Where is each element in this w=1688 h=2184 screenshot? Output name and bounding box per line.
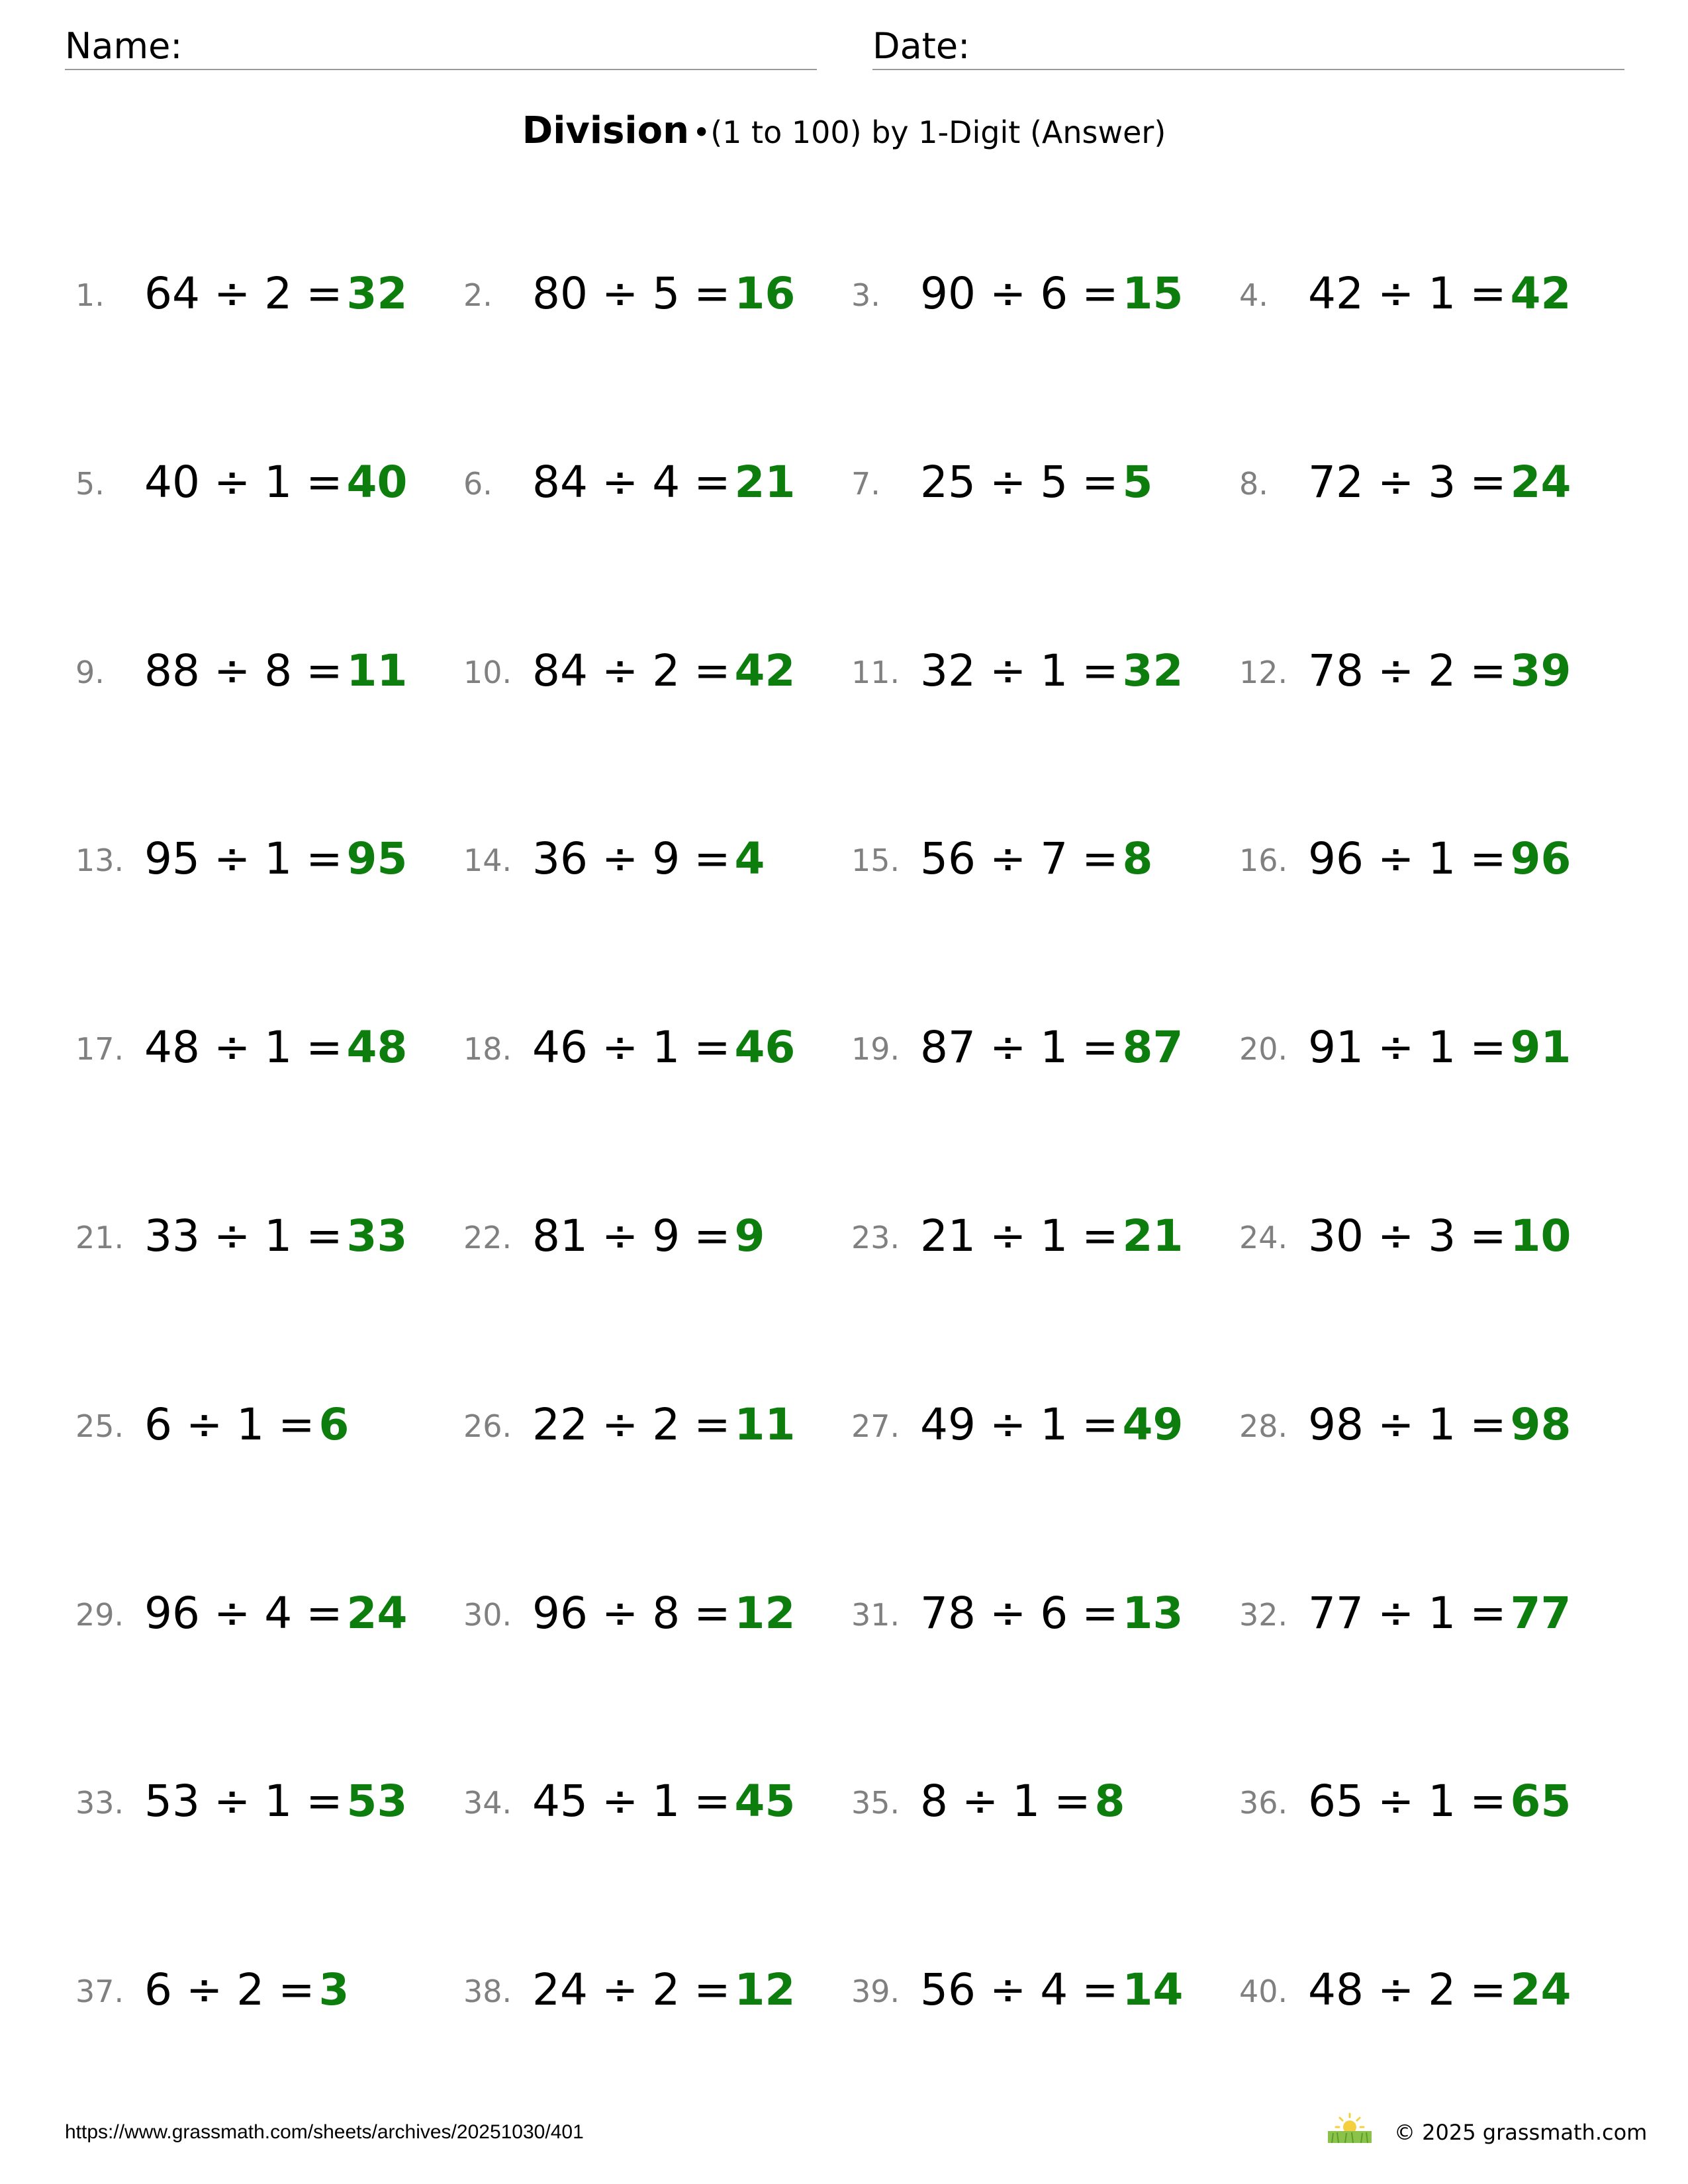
problem-answer: 87 xyxy=(1122,1022,1184,1073)
problem-equation xyxy=(920,458,1152,507)
problem-expression: 88 ÷ 8 = xyxy=(144,645,343,696)
problem-answer: 49 xyxy=(1122,1399,1184,1450)
problem-expression: 81 ÷ 9 = xyxy=(532,1210,731,1261)
problem-answer: 91 xyxy=(1510,1022,1571,1073)
problem-answer: 33 xyxy=(346,1210,408,1261)
problem-answer: 3 xyxy=(318,1964,350,2015)
title-main: Division xyxy=(522,109,689,152)
problem-item xyxy=(463,451,808,511)
problem-equation xyxy=(1308,1400,1571,1449)
problem-answer: 14 xyxy=(1122,1964,1184,2015)
problem-number: 23. xyxy=(851,1220,900,1255)
problem-equation xyxy=(144,1777,407,1826)
problem-expression: 46 ÷ 1 = xyxy=(532,1022,731,1073)
problem-item xyxy=(1239,1017,1583,1076)
problem-item xyxy=(851,640,1196,700)
problem-number: 17. xyxy=(75,1031,124,1067)
problem-equation xyxy=(532,647,795,696)
name-label: Name: xyxy=(65,25,183,67)
problem-expression: 96 ÷ 8 = xyxy=(532,1588,731,1639)
problem-equation xyxy=(1308,1023,1571,1072)
footer-url: https://www.grassmath.com/sheets/archives/20251030/401 xyxy=(65,2121,584,2143)
problem-item xyxy=(1239,1770,1583,1830)
problem-expression: 45 ÷ 1 = xyxy=(532,1776,731,1827)
grass-sun-logo-icon xyxy=(1327,2111,1373,2144)
problem-expression: 6 ÷ 1 = xyxy=(144,1399,315,1450)
problem-equation xyxy=(920,1589,1183,1638)
problem-equation xyxy=(532,1966,795,2015)
problem-expression: 84 ÷ 2 = xyxy=(532,645,731,696)
problem-item xyxy=(851,1582,1196,1642)
problem-item xyxy=(1239,828,1583,887)
problem-answer: 10 xyxy=(1510,1210,1571,1261)
problem-number: 9. xyxy=(75,655,105,690)
problem-number: 21. xyxy=(75,1220,124,1255)
problem-equation xyxy=(920,1966,1183,2015)
problem-equation xyxy=(920,1400,1183,1449)
problem-number: 28. xyxy=(1239,1408,1288,1444)
problem-answer: 21 xyxy=(1122,1210,1184,1261)
problem-number: 3. xyxy=(851,277,880,313)
problem-item xyxy=(75,1582,420,1642)
problem-item xyxy=(1239,1959,1583,2019)
problem-number: 33. xyxy=(75,1785,124,1821)
problem-number: 25. xyxy=(75,1408,124,1444)
problem-equation xyxy=(532,1400,795,1449)
problem-item xyxy=(463,828,808,887)
title-subtitle: •(1 to 100) by 1-Digit (Answer) xyxy=(692,114,1166,150)
problem-answer: 39 xyxy=(1510,645,1571,696)
problem-number: 15. xyxy=(851,842,900,878)
problem-number: 37. xyxy=(75,1974,124,2009)
problem-answer: 32 xyxy=(346,268,408,319)
problem-expression: 84 ÷ 4 = xyxy=(532,457,731,508)
problem-item xyxy=(463,1017,808,1076)
problem-number: 2. xyxy=(463,277,492,313)
problem-answer: 15 xyxy=(1122,268,1184,319)
problem-expression: 8 ÷ 1 = xyxy=(920,1776,1091,1827)
problem-equation xyxy=(144,1212,407,1261)
problem-equation xyxy=(532,1023,795,1072)
problem-answer: 46 xyxy=(734,1022,796,1073)
problem-answer: 42 xyxy=(734,645,796,696)
problem-item xyxy=(75,1394,420,1453)
problem-equation xyxy=(1308,1966,1571,2015)
problem-equation xyxy=(532,835,765,884)
problem-item xyxy=(463,1582,808,1642)
problem-answer: 77 xyxy=(1510,1588,1571,1639)
problem-answer: 12 xyxy=(734,1588,796,1639)
problem-equation xyxy=(1308,647,1571,696)
problem-expression: 6 ÷ 2 = xyxy=(144,1964,315,2015)
problem-answer: 48 xyxy=(346,1022,408,1073)
problem-item xyxy=(75,828,420,887)
problem-number: 18. xyxy=(463,1031,512,1067)
problem-number: 34. xyxy=(463,1785,512,1821)
problem-answer: 16 xyxy=(734,268,796,319)
problem-expression: 40 ÷ 1 = xyxy=(144,457,343,508)
problem-number: 29. xyxy=(75,1597,124,1633)
problem-equation xyxy=(144,835,407,884)
problem-item xyxy=(75,1017,420,1076)
problem-answer: 5 xyxy=(1122,457,1153,508)
problem-equation xyxy=(532,1589,795,1638)
problem-expression: 21 ÷ 1 = xyxy=(920,1210,1119,1261)
footer-copyright: © 2025 grassmath.com xyxy=(1394,2120,1648,2145)
problem-item xyxy=(463,1770,808,1830)
problem-equation xyxy=(1308,1589,1571,1638)
problem-item xyxy=(463,263,808,322)
problem-equation xyxy=(1308,458,1571,507)
problem-expression: 30 ÷ 3 = xyxy=(1308,1210,1507,1261)
problem-answer: 24 xyxy=(1510,457,1571,508)
problem-equation xyxy=(920,647,1183,696)
problem-number: 8. xyxy=(1239,466,1268,502)
problem-expression: 96 ÷ 1 = xyxy=(1308,833,1507,884)
problem-item xyxy=(851,1770,1196,1830)
problem-equation xyxy=(144,458,407,507)
problem-equation xyxy=(920,1023,1183,1072)
problem-equation xyxy=(532,458,795,507)
problem-equation xyxy=(144,1023,407,1072)
date-field[interactable] xyxy=(872,24,1624,70)
problem-expression: 36 ÷ 9 = xyxy=(532,833,731,884)
problem-number: 1. xyxy=(75,277,105,313)
problem-answer: 4 xyxy=(734,833,765,884)
problem-answer: 53 xyxy=(346,1776,408,1827)
problem-number: 14. xyxy=(463,842,512,878)
problem-item xyxy=(75,1959,420,2019)
problem-equation xyxy=(532,269,795,318)
problem-expression: 65 ÷ 1 = xyxy=(1308,1776,1507,1827)
problem-expression: 72 ÷ 3 = xyxy=(1308,457,1507,508)
problem-item xyxy=(1239,1205,1583,1265)
problem-expression: 33 ÷ 1 = xyxy=(144,1210,343,1261)
problem-item xyxy=(1239,640,1583,700)
problem-equation xyxy=(920,269,1183,318)
problem-expression: 90 ÷ 6 = xyxy=(920,268,1119,319)
problem-number: 27. xyxy=(851,1408,900,1444)
worksheet-title xyxy=(0,105,1688,166)
problem-answer: 95 xyxy=(346,833,408,884)
problem-item xyxy=(463,640,808,700)
problem-answer: 6 xyxy=(318,1399,350,1450)
problem-item xyxy=(851,1205,1196,1265)
problem-answer: 11 xyxy=(346,645,408,696)
problem-item xyxy=(75,263,420,322)
problem-item xyxy=(1239,1394,1583,1453)
problem-answer: 13 xyxy=(1122,1588,1184,1639)
problem-equation xyxy=(920,835,1152,884)
problem-answer: 11 xyxy=(734,1399,796,1450)
problem-number: 6. xyxy=(463,466,492,502)
problem-item xyxy=(75,1205,420,1265)
problem-number: 24. xyxy=(1239,1220,1288,1255)
problem-answer: 24 xyxy=(346,1588,408,1639)
problem-expression: 22 ÷ 2 = xyxy=(532,1399,731,1450)
problem-expression: 91 ÷ 1 = xyxy=(1308,1022,1507,1073)
problem-expression: 53 ÷ 1 = xyxy=(144,1776,343,1827)
problem-answer: 9 xyxy=(734,1210,765,1261)
problem-answer: 8 xyxy=(1122,833,1153,884)
problem-expression: 42 ÷ 1 = xyxy=(1308,268,1507,319)
problem-expression: 56 ÷ 7 = xyxy=(920,833,1119,884)
problem-number: 38. xyxy=(463,1974,512,2009)
problem-equation xyxy=(144,1966,349,2015)
problem-answer: 24 xyxy=(1510,1964,1571,2015)
problem-item xyxy=(75,1770,420,1830)
problem-item xyxy=(1239,451,1583,511)
problem-item xyxy=(75,451,420,511)
problem-expression: 48 ÷ 1 = xyxy=(144,1022,343,1073)
problem-answer: 96 xyxy=(1510,833,1571,884)
problem-item xyxy=(75,640,420,700)
problem-number: 31. xyxy=(851,1597,900,1633)
problem-expression: 98 ÷ 1 = xyxy=(1308,1399,1507,1450)
problem-expression: 77 ÷ 1 = xyxy=(1308,1588,1507,1639)
problem-number: 30. xyxy=(463,1597,512,1633)
problem-number: 7. xyxy=(851,466,880,502)
problem-answer: 65 xyxy=(1510,1776,1571,1827)
problem-item xyxy=(851,263,1196,322)
problem-equation xyxy=(1308,269,1571,318)
problem-number: 32. xyxy=(1239,1597,1288,1633)
problem-expression: 49 ÷ 1 = xyxy=(920,1399,1119,1450)
problem-expression: 48 ÷ 2 = xyxy=(1308,1964,1507,2015)
problem-item xyxy=(851,1959,1196,2019)
problem-equation xyxy=(920,1212,1183,1261)
problem-number: 20. xyxy=(1239,1031,1288,1067)
problem-equation xyxy=(1308,1777,1571,1826)
problem-number: 36. xyxy=(1239,1785,1288,1821)
problem-expression: 78 ÷ 6 = xyxy=(920,1588,1119,1639)
problem-answer: 32 xyxy=(1122,645,1184,696)
name-field[interactable] xyxy=(65,24,817,70)
problem-item xyxy=(851,1017,1196,1076)
problem-number: 40. xyxy=(1239,1974,1288,2009)
problem-item xyxy=(1239,263,1583,322)
problem-number: 39. xyxy=(851,1974,900,2009)
problem-equation xyxy=(144,647,407,696)
problem-answer: 42 xyxy=(1510,268,1571,319)
problem-equation xyxy=(144,269,407,318)
problem-number: 5. xyxy=(75,466,105,502)
problem-number: 35. xyxy=(851,1785,900,1821)
problem-answer: 8 xyxy=(1094,1776,1125,1827)
problem-answer: 40 xyxy=(346,457,408,508)
problem-item xyxy=(851,828,1196,887)
problem-item xyxy=(851,451,1196,511)
problem-item xyxy=(463,1959,808,2019)
problem-answer: 45 xyxy=(734,1776,796,1827)
problem-number: 26. xyxy=(463,1408,512,1444)
problem-expression: 25 ÷ 5 = xyxy=(920,457,1119,508)
problem-item xyxy=(463,1394,808,1453)
problem-equation xyxy=(144,1589,407,1638)
problem-equation xyxy=(144,1400,349,1449)
problem-expression: 96 ÷ 4 = xyxy=(144,1588,343,1639)
problem-expression: 95 ÷ 1 = xyxy=(144,833,343,884)
date-label: Date: xyxy=(872,25,970,67)
problem-number: 13. xyxy=(75,842,124,878)
problem-equation xyxy=(532,1212,765,1261)
problem-number: 10. xyxy=(463,655,512,690)
problem-expression: 32 ÷ 1 = xyxy=(920,645,1119,696)
problem-answer: 21 xyxy=(734,457,796,508)
problem-expression: 56 ÷ 4 = xyxy=(920,1964,1119,2015)
problem-item xyxy=(851,1394,1196,1453)
problem-number: 19. xyxy=(851,1031,900,1067)
problem-number: 16. xyxy=(1239,842,1288,878)
problem-equation xyxy=(1308,835,1571,884)
problem-answer: 12 xyxy=(734,1964,796,2015)
problem-expression: 80 ÷ 5 = xyxy=(532,268,731,319)
problem-expression: 87 ÷ 1 = xyxy=(920,1022,1119,1073)
problem-number: 11. xyxy=(851,655,900,690)
problem-equation xyxy=(920,1777,1125,1826)
problem-answer: 98 xyxy=(1510,1399,1571,1450)
problem-number: 12. xyxy=(1239,655,1288,690)
problem-expression: 24 ÷ 2 = xyxy=(532,1964,731,2015)
problem-equation xyxy=(532,1777,795,1826)
problem-item xyxy=(1239,1582,1583,1642)
problem-number: 22. xyxy=(463,1220,512,1255)
problem-equation xyxy=(1308,1212,1571,1261)
problem-number: 4. xyxy=(1239,277,1268,313)
problem-item xyxy=(463,1205,808,1265)
problem-expression: 78 ÷ 2 = xyxy=(1308,645,1507,696)
problem-expression: 64 ÷ 2 = xyxy=(144,268,343,319)
